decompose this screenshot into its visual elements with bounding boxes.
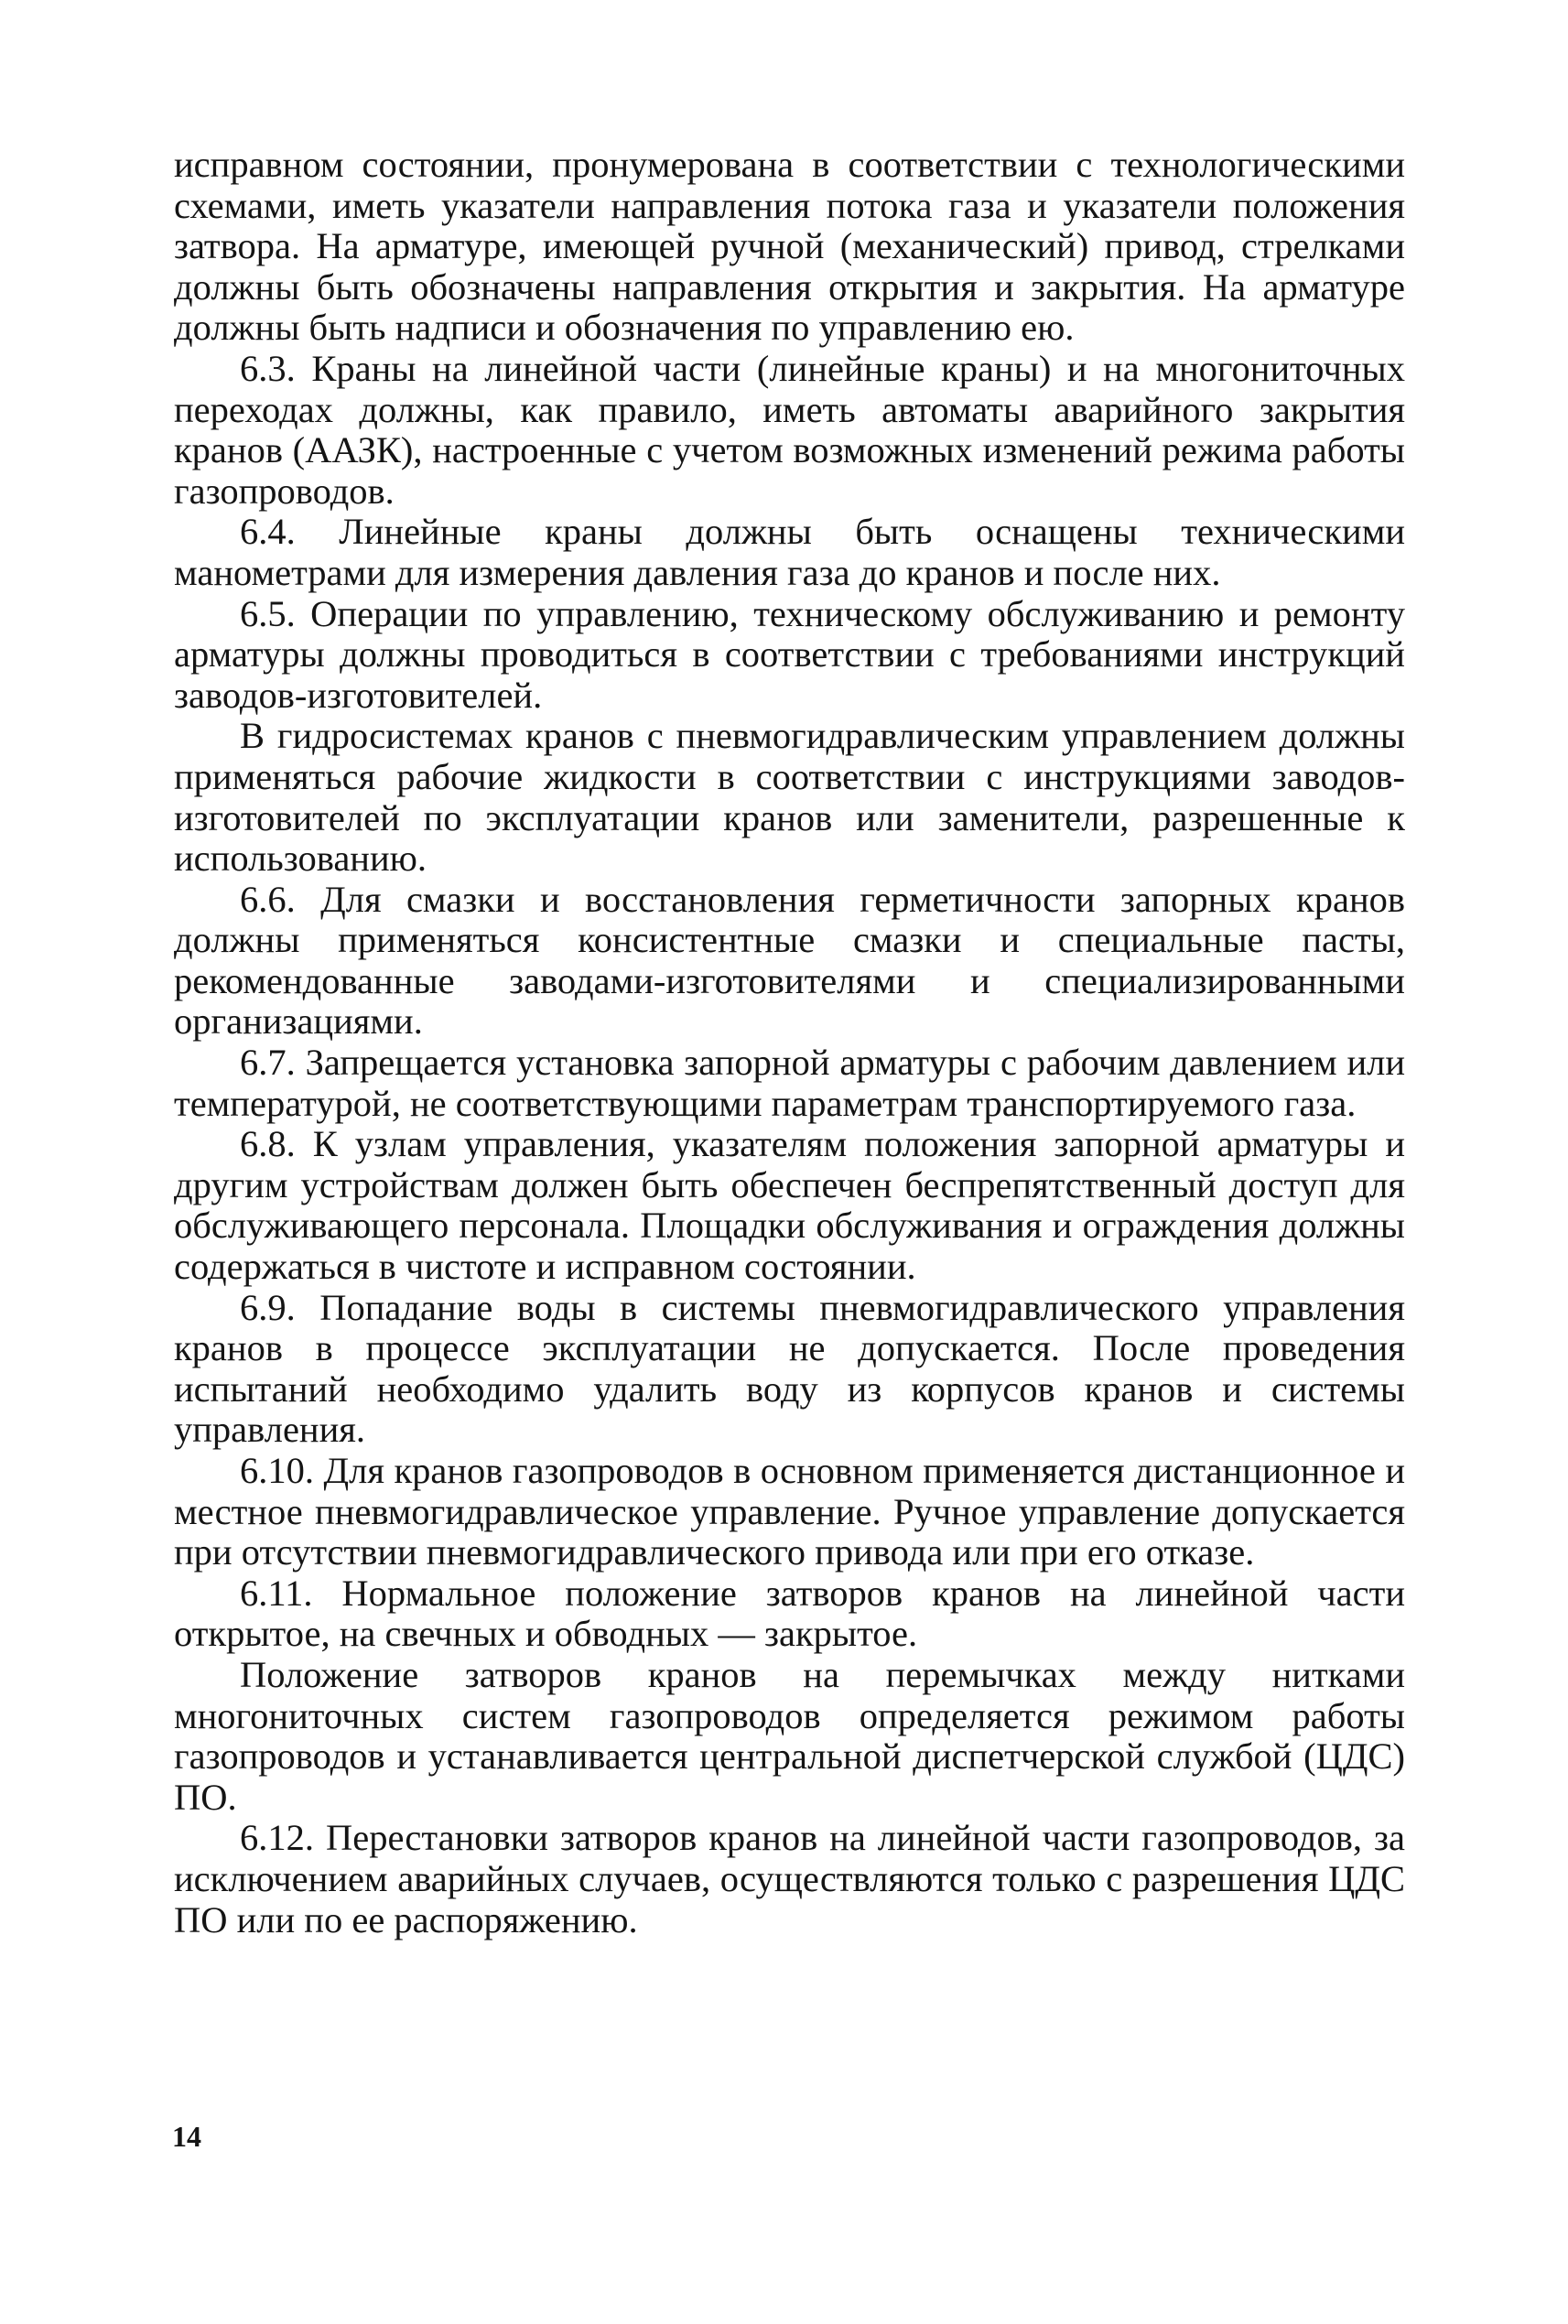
paragraph-6-12: 6.12. Перестановки затворов кранов на линейной части газопроводов, за исключением аварийных случаев, осуществляются только с разрешения ЦДС ПО или по ее распоряжению. <box>174 1817 1405 1940</box>
paragraph-6-5: 6.5. Операции по управлению, техническому обслуживанию и ремонту арматуры должны проводиться в соответствии с требованиями инструкций заводов-изготовителей. <box>174 592 1405 716</box>
body-text <box>174 145 1405 1940</box>
paragraph-continuation: исправном состоянии, пронумерована в соответствии с технологическими схемами, иметь указатели направления потока газа и указатели положения затвора. На арматуре, имеющей ручной (механический) привод, стрелками должны быть обозначены направления открытия и закрытия. На арматуре должны быть надписи и обозначения по управлению ею. <box>174 144 1405 349</box>
paragraph-6-8: 6.8. К узлам управления, указателям положения запорной арматуры и другим устройствам должен быть обеспечен беспрепятственный доступ для обслуживающего персонала. Площадки обслуживания и ограждения должны содержаться в чистоте и исправном состоянии. <box>174 1123 1405 1288</box>
paragraph-6-4: 6.4. Линейные краны должны быть оснащены техническими манометрами для измерения давления газа до кранов и после них. <box>174 511 1405 593</box>
paragraph-6-3: 6.3. Краны на линейной части (линейные краны) и на многониточных переходах должны, как правило, иметь автоматы аварийного закрытия кранов (ААЗК), настроенные с учетом возможных изменений режима работы газопроводов. <box>174 347 1405 512</box>
paragraph-6-9: 6.9. Попадание воды в системы пневмогидравлического управления кранов в процессе эксплуатации не допускается. После проведения испытаний необходимо удалить воду из корпусов кранов и системы управления. <box>174 1286 1405 1451</box>
paragraph-6-10: 6.10. Для кранов газопроводов в основном применяется дистанционное и местное пневмогидравлическое управление. Ручное управление допускается при отсутствии пневмогидравлического привода или при его отказе. <box>174 1450 1405 1573</box>
page-number: 14 <box>172 2120 201 2153</box>
paragraph-6-11-bridges: Положение затворов кранов на перемычках между нитками многониточных систем газопроводов определяется режимом работы газопроводов и устанавливается центральной диспетчерской службой (ЦДС) ПО. <box>174 1653 1405 1818</box>
paragraph-6-6: 6.6. Для смазки и восстановления герметичности запорных кранов должны применяться консистентные смазки и специальные пасты, рекомендованные заводами-изготовителями и специализированными организациями. <box>174 878 1405 1043</box>
paragraph-6-5-hydro: В гидросистемах кранов с пневмогидравлическим управлением должны применяться рабочие жидкости в соответствии с инструкциями заводов-изготовителей по эксплуатации кранов или заменители, разрешенные к использованию. <box>174 715 1405 880</box>
paragraph-6-11: 6.11. Нормальное положение затворов кранов на линейной части открытое, на свечных и обводных — закрытое. <box>174 1572 1405 1655</box>
paragraph-6-7: 6.7. Запрещается установка запорной арматуры с рабочим давлением или температурой, не соответствующими параметрам транспортируемого газа. <box>174 1042 1405 1124</box>
